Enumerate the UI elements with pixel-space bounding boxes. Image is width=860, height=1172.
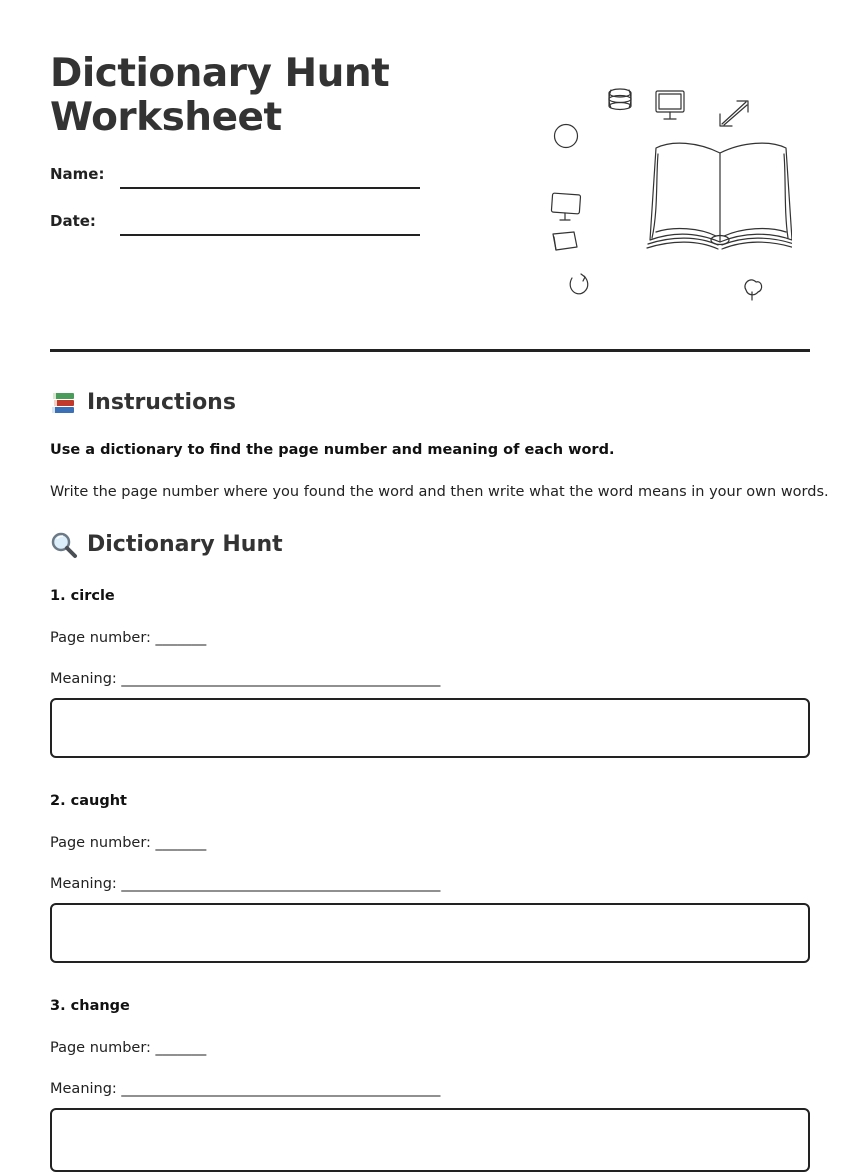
- hunt-word: 1. circle: [50, 588, 115, 604]
- hunt-word: 3. change: [50, 998, 130, 1014]
- monitor-icon: [656, 91, 684, 119]
- small-tree-icon: [745, 280, 762, 300]
- stethoscope-icon: [570, 274, 588, 294]
- circle-icon: [555, 125, 578, 148]
- stack-icon: [609, 89, 631, 110]
- instructions-heading: [50, 389, 236, 417]
- dictionary-hunt-heading: [50, 531, 283, 559]
- page-number-line[interactable]: Page number: _______: [50, 630, 207, 646]
- name-field[interactable]: [50, 164, 420, 188]
- answer-box[interactable]: [50, 903, 810, 963]
- page-number-line[interactable]: Page number: _______: [50, 1040, 207, 1056]
- small-book-icon: [553, 232, 577, 250]
- dictionary-hunt-heading-text: Dictionary Hunt: [87, 532, 283, 557]
- hunt-word: 2. caught: [50, 793, 127, 809]
- date-field[interactable]: [50, 211, 420, 235]
- double-arrow-icon: [720, 101, 748, 126]
- instructions-detail-text: Write the page number where you found the word and then write what the word means in your own words.: [50, 484, 829, 500]
- header-divider: [50, 349, 810, 352]
- date-write-line[interactable]: [120, 234, 420, 236]
- meaning-line[interactable]: Meaning: ____________________________________________: [50, 671, 441, 687]
- worksheet-header: [50, 0, 810, 352]
- open-book-icon: [647, 143, 792, 249]
- answer-box[interactable]: [50, 698, 810, 758]
- books-icon: [50, 389, 78, 417]
- meaning-line[interactable]: Meaning: ____________________________________________: [50, 876, 441, 892]
- page-number-line[interactable]: Page number: _______: [50, 835, 207, 851]
- date-label: Date:: [50, 212, 96, 230]
- name-write-line[interactable]: [120, 187, 420, 189]
- instructions-bold-text: Use a dictionary to find the page number and meaning of each word.: [50, 442, 615, 458]
- worksheet-page: [50, 0, 829, 1097]
- meaning-line[interactable]: Meaning: ____________________________________________: [50, 1081, 441, 1097]
- answer-box[interactable]: [50, 1108, 810, 1172]
- instructions-heading-text: Instructions: [87, 390, 236, 415]
- magnifier-icon: [50, 531, 78, 559]
- page-title: [50, 52, 389, 140]
- title-line-1: Dictionary Hunt: [50, 51, 390, 96]
- small-monitor-icon: [551, 193, 580, 220]
- title-line-2: Worksheet: [50, 95, 282, 140]
- book-illustration: [548, 82, 792, 308]
- name-label: Name:: [50, 165, 105, 183]
